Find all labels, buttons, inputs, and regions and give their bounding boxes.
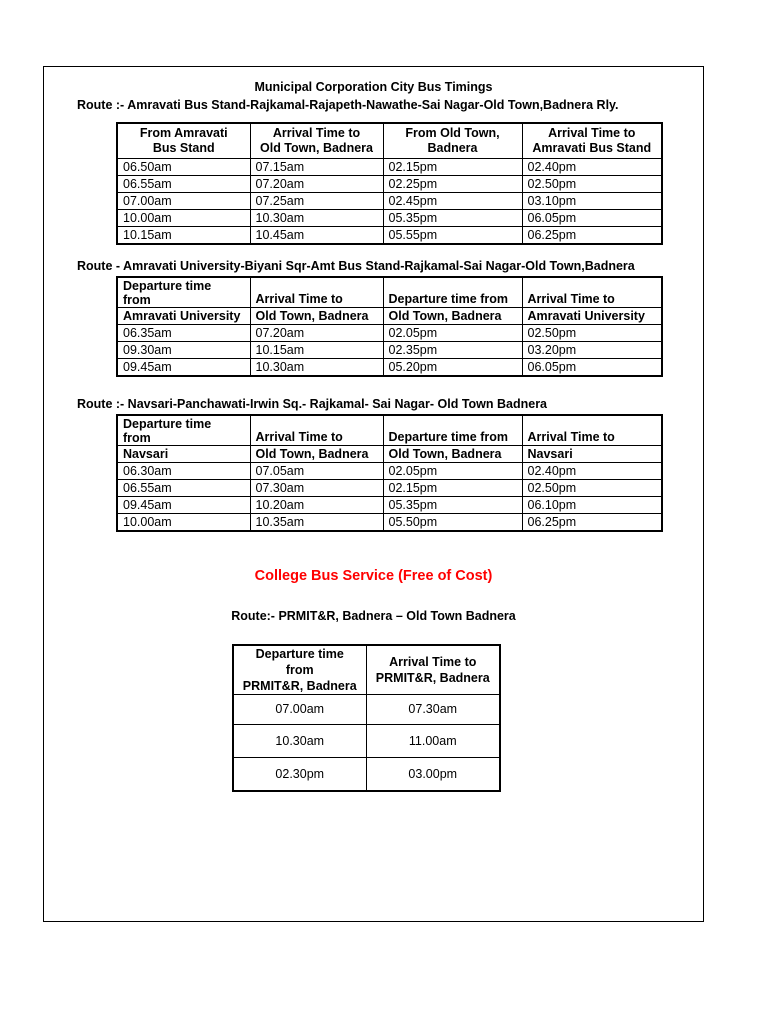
table-cell: 02.30pm <box>233 758 366 792</box>
table-cell: 02.25pm <box>383 176 522 193</box>
table-cell: 10.30am <box>250 210 383 227</box>
route2-header-cell: Arrival Time to <box>522 277 662 308</box>
table-cell: 05.55pm <box>383 227 522 245</box>
route1-table <box>116 122 663 245</box>
table-cell: 11.00am <box>366 725 500 758</box>
table-cell: 10.30am <box>233 725 366 758</box>
table-row <box>117 480 662 497</box>
table-cell: 06.25pm <box>522 227 662 245</box>
route3-label: Route :- Navsari-Panchawati-Irwin Sq.- Rajkamal- Sai Nagar- Old Town Badnera <box>77 397 548 411</box>
table-cell: 06.55am <box>117 176 250 193</box>
table-cell: 07.30am <box>250 480 383 497</box>
table-cell: 10.15am <box>250 342 383 359</box>
table-cell: 10.35am <box>250 514 383 532</box>
route3-header-cell: Arrival Time to <box>522 415 662 446</box>
table-cell: 07.05am <box>250 463 383 480</box>
route3-header-cell: Departure time from <box>117 415 250 446</box>
table-cell: 10.45am <box>250 227 383 245</box>
table-row <box>117 463 662 480</box>
route2-header-cell: Departure time from <box>117 277 250 308</box>
college-header-cell: Departure time from PRMIT&R, Badnera <box>233 645 366 695</box>
table-cell: 02.15pm <box>383 480 522 497</box>
table-cell: 09.45am <box>117 497 250 514</box>
route3-header-cell: Old Town, Badnera <box>383 446 522 463</box>
document-title: Municipal Corporation City Bus Timings <box>254 80 493 94</box>
table-cell: 02.50pm <box>522 480 662 497</box>
table-cell: 07.20am <box>250 176 383 193</box>
route3-header-cell: Old Town, Badnera <box>250 446 383 463</box>
table-cell: 09.45am <box>117 359 250 377</box>
table-cell: 02.50pm <box>522 176 662 193</box>
table-row <box>233 725 500 758</box>
table-row <box>233 758 500 792</box>
route3-header-row <box>117 446 662 463</box>
table-row <box>117 514 662 532</box>
table-cell: 10.00am <box>117 210 250 227</box>
route2-label: Route - Amravati University-Biyani Sqr-Amt Bus Stand-Rajkamal-Sai Nagar-Old Town,Badnera <box>77 259 635 273</box>
table-cell: 06.05pm <box>522 359 662 377</box>
table-cell: 07.00am <box>117 193 250 210</box>
college-route-label: Route:- PRMIT&R, Badnera – Old Town Badnera <box>231 609 516 623</box>
table-cell: 07.15am <box>250 159 383 176</box>
table-cell: 10.15am <box>117 227 250 245</box>
table-cell: 07.00am <box>233 695 366 725</box>
table-cell: 06.50am <box>117 159 250 176</box>
route2-header-cell: Arrival Time to <box>250 277 383 308</box>
route2-header-cell: Old Town, Badnera <box>383 308 522 325</box>
table-cell: 06.30am <box>117 463 250 480</box>
table-cell: 06.55am <box>117 480 250 497</box>
table-cell: 06.35am <box>117 325 250 342</box>
table-row <box>117 159 662 176</box>
college-header-row <box>233 645 500 695</box>
table-cell: 10.20am <box>250 497 383 514</box>
table-cell: 02.05pm <box>383 325 522 342</box>
table-cell: 03.00pm <box>366 758 500 792</box>
table-cell: 05.35pm <box>383 210 522 227</box>
route2-header-cell: Old Town, Badnera <box>250 308 383 325</box>
table-cell: 09.30am <box>117 342 250 359</box>
table-row <box>117 497 662 514</box>
table-cell: 02.50pm <box>522 325 662 342</box>
route3-header-cell: Navsari <box>522 446 662 463</box>
table-cell: 03.10pm <box>522 193 662 210</box>
table-cell: 05.35pm <box>383 497 522 514</box>
table-cell: 05.20pm <box>383 359 522 377</box>
table-cell: 06.25pm <box>522 514 662 532</box>
table-row <box>117 359 662 377</box>
table-cell: 07.20am <box>250 325 383 342</box>
route3-header-cell: Departure time from <box>383 415 522 446</box>
table-cell: 05.50pm <box>383 514 522 532</box>
table-cell: 02.35pm <box>383 342 522 359</box>
table-row <box>117 210 662 227</box>
table-cell: 02.45pm <box>383 193 522 210</box>
table-cell: 07.25am <box>250 193 383 210</box>
table-row <box>117 342 662 359</box>
table-row <box>117 193 662 210</box>
table-cell: 06.10pm <box>522 497 662 514</box>
college-header-cell: Arrival Time to PRMIT&R, Badnera <box>366 645 500 695</box>
route1-label: Route :- Amravati Bus Stand-Rajkamal-Rajapeth-Nawathe-Sai Nagar-Old Town,Badnera Rly. <box>77 98 619 112</box>
route1-header-cell: Arrival Time to Amravati Bus Stand <box>522 123 662 159</box>
route2-table <box>116 276 663 377</box>
table-cell: 03.20pm <box>522 342 662 359</box>
table-cell: 02.15pm <box>383 159 522 176</box>
table-cell: 07.30am <box>366 695 500 725</box>
route2-header-row <box>117 277 662 308</box>
table-cell: 02.40pm <box>522 159 662 176</box>
route1-header-cell: From Amravati Bus Stand <box>117 123 250 159</box>
route3-table <box>116 414 663 532</box>
route1-header-cell: Arrival Time to Old Town, Badnera <box>250 123 383 159</box>
route1-header-row <box>117 123 662 159</box>
route3-header-cell: Arrival Time to <box>250 415 383 446</box>
table-cell: 10.00am <box>117 514 250 532</box>
table-cell: 02.40pm <box>522 463 662 480</box>
table-cell: 06.05pm <box>522 210 662 227</box>
route3-header-row <box>117 415 662 446</box>
route2-header-cell: Departure time from <box>383 277 522 308</box>
table-row <box>117 176 662 193</box>
route3-header-cell: Navsari <box>117 446 250 463</box>
route2-header-row <box>117 308 662 325</box>
table-cell: 02.05pm <box>383 463 522 480</box>
route1-header-cell: From Old Town, Badnera <box>383 123 522 159</box>
route2-header-cell: Amravati University <box>117 308 250 325</box>
table-row <box>117 325 662 342</box>
table-row <box>233 695 500 725</box>
route2-header-cell: Amravati University <box>522 308 662 325</box>
college-heading: College Bus Service (Free of Cost) <box>254 568 493 584</box>
table-row <box>117 227 662 245</box>
table-cell: 10.30am <box>250 359 383 377</box>
college-table <box>232 644 501 792</box>
